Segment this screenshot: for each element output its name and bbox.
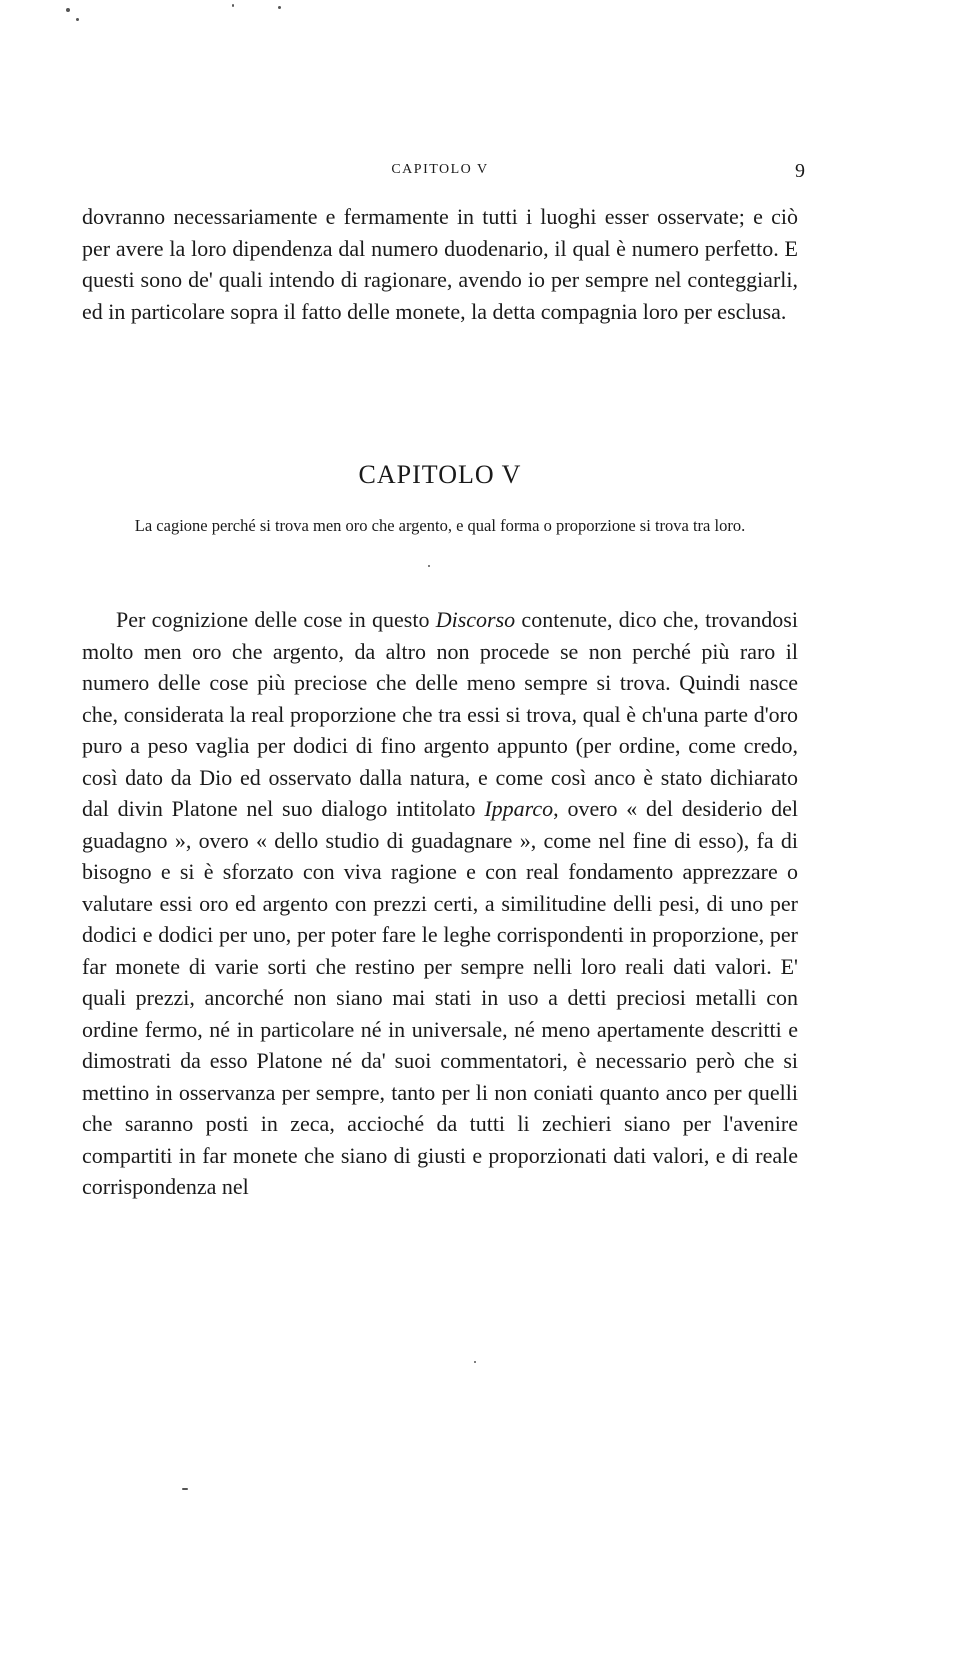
paragraph-text: dovranno necessariamente e fermamente in tutti i luoghi esser osservate; e ciò per avere la loro dipendenza dal numero duodenario, il qual è numero perfetto. E questi sono de' quali intendo di ragionare, avendo io per sempre nel conteggiarli, ed in particolare sopra il fatto delle monete, la detta compagnia loro per esclusa. [82,204,798,324]
scan-speck [182,1488,188,1490]
scan-speck [474,1361,476,1363]
paragraph-continuation [82,201,798,327]
chapter-paragraph [82,604,798,1203]
page-number: 9 [795,160,805,182]
paragraph-text [82,604,798,1203]
scan-speck [66,8,70,12]
running-head [80,160,805,184]
chapter-subtitle: La cagione perché si trova men oro che argento, e qual forma o proporzione si trova tra loro. [134,516,746,535]
italic-title-discorso: Discorso [435,607,516,632]
text-run: , overo « del desiderio del guadagno », overo « dello studio di guadagnare », come nel fine di esso), fa di bisogno e si è sforzato con viva ragione e con real fondamento apprezzare o valutare essi oro ed argento con prezzi certi, a similitudine delli pesi, di uno per dodici e dodici per uno, per poter fare le leghe corrispondenti in proporzione, per far monete di varie sorti che restino per sempre nelli loro reali dati valori. E' quali prezzi, ancorché non siano mai stati in uso a detti preciosi metalli con ordine fermo, né in particolare né in universale, né meno apertamente descritti e dimostrati da esso Platone né da' suoi commentatori, è necessario però che si mettino in osservanza per sempre, tanto per li non coniati quanto anco per quelli che saranno posti in zeca, accioché da tutti li zechieri siano per l'avenire compartiti in far monete che siano di giusti e proporzionati dati valori, e di reale corrispondenza nel [82,796,798,1199]
text-run: Per cognizione delle cose in questo [116,607,436,632]
italic-title-ipparco: Ipparco [484,796,554,821]
running-title: CAPITOLO V [391,162,489,177]
text-run: contenute, dico che, trovandosi molto men oro che argento, da altro non procede se non perché più raro il numero delle cose più preciose che delle meno sempre si trova. Quindi nasce che, considerata la real proporzione che tra essi si trova, qual è ch'una parte d'oro puro a peso vaglia per dodici di fino argento appunto (per ordine, come credo, così dato da Dio ed osservato dalla natura, e come così anco è stato dichiarato dal divin Platone nel suo dialogo intitolato [82,607,798,821]
scan-speck [76,18,79,21]
scan-speck [232,4,234,7]
chapter-heading: CAPITOLO V [358,460,522,489]
scan-speck [428,565,430,567]
scan-speck [278,6,281,9]
